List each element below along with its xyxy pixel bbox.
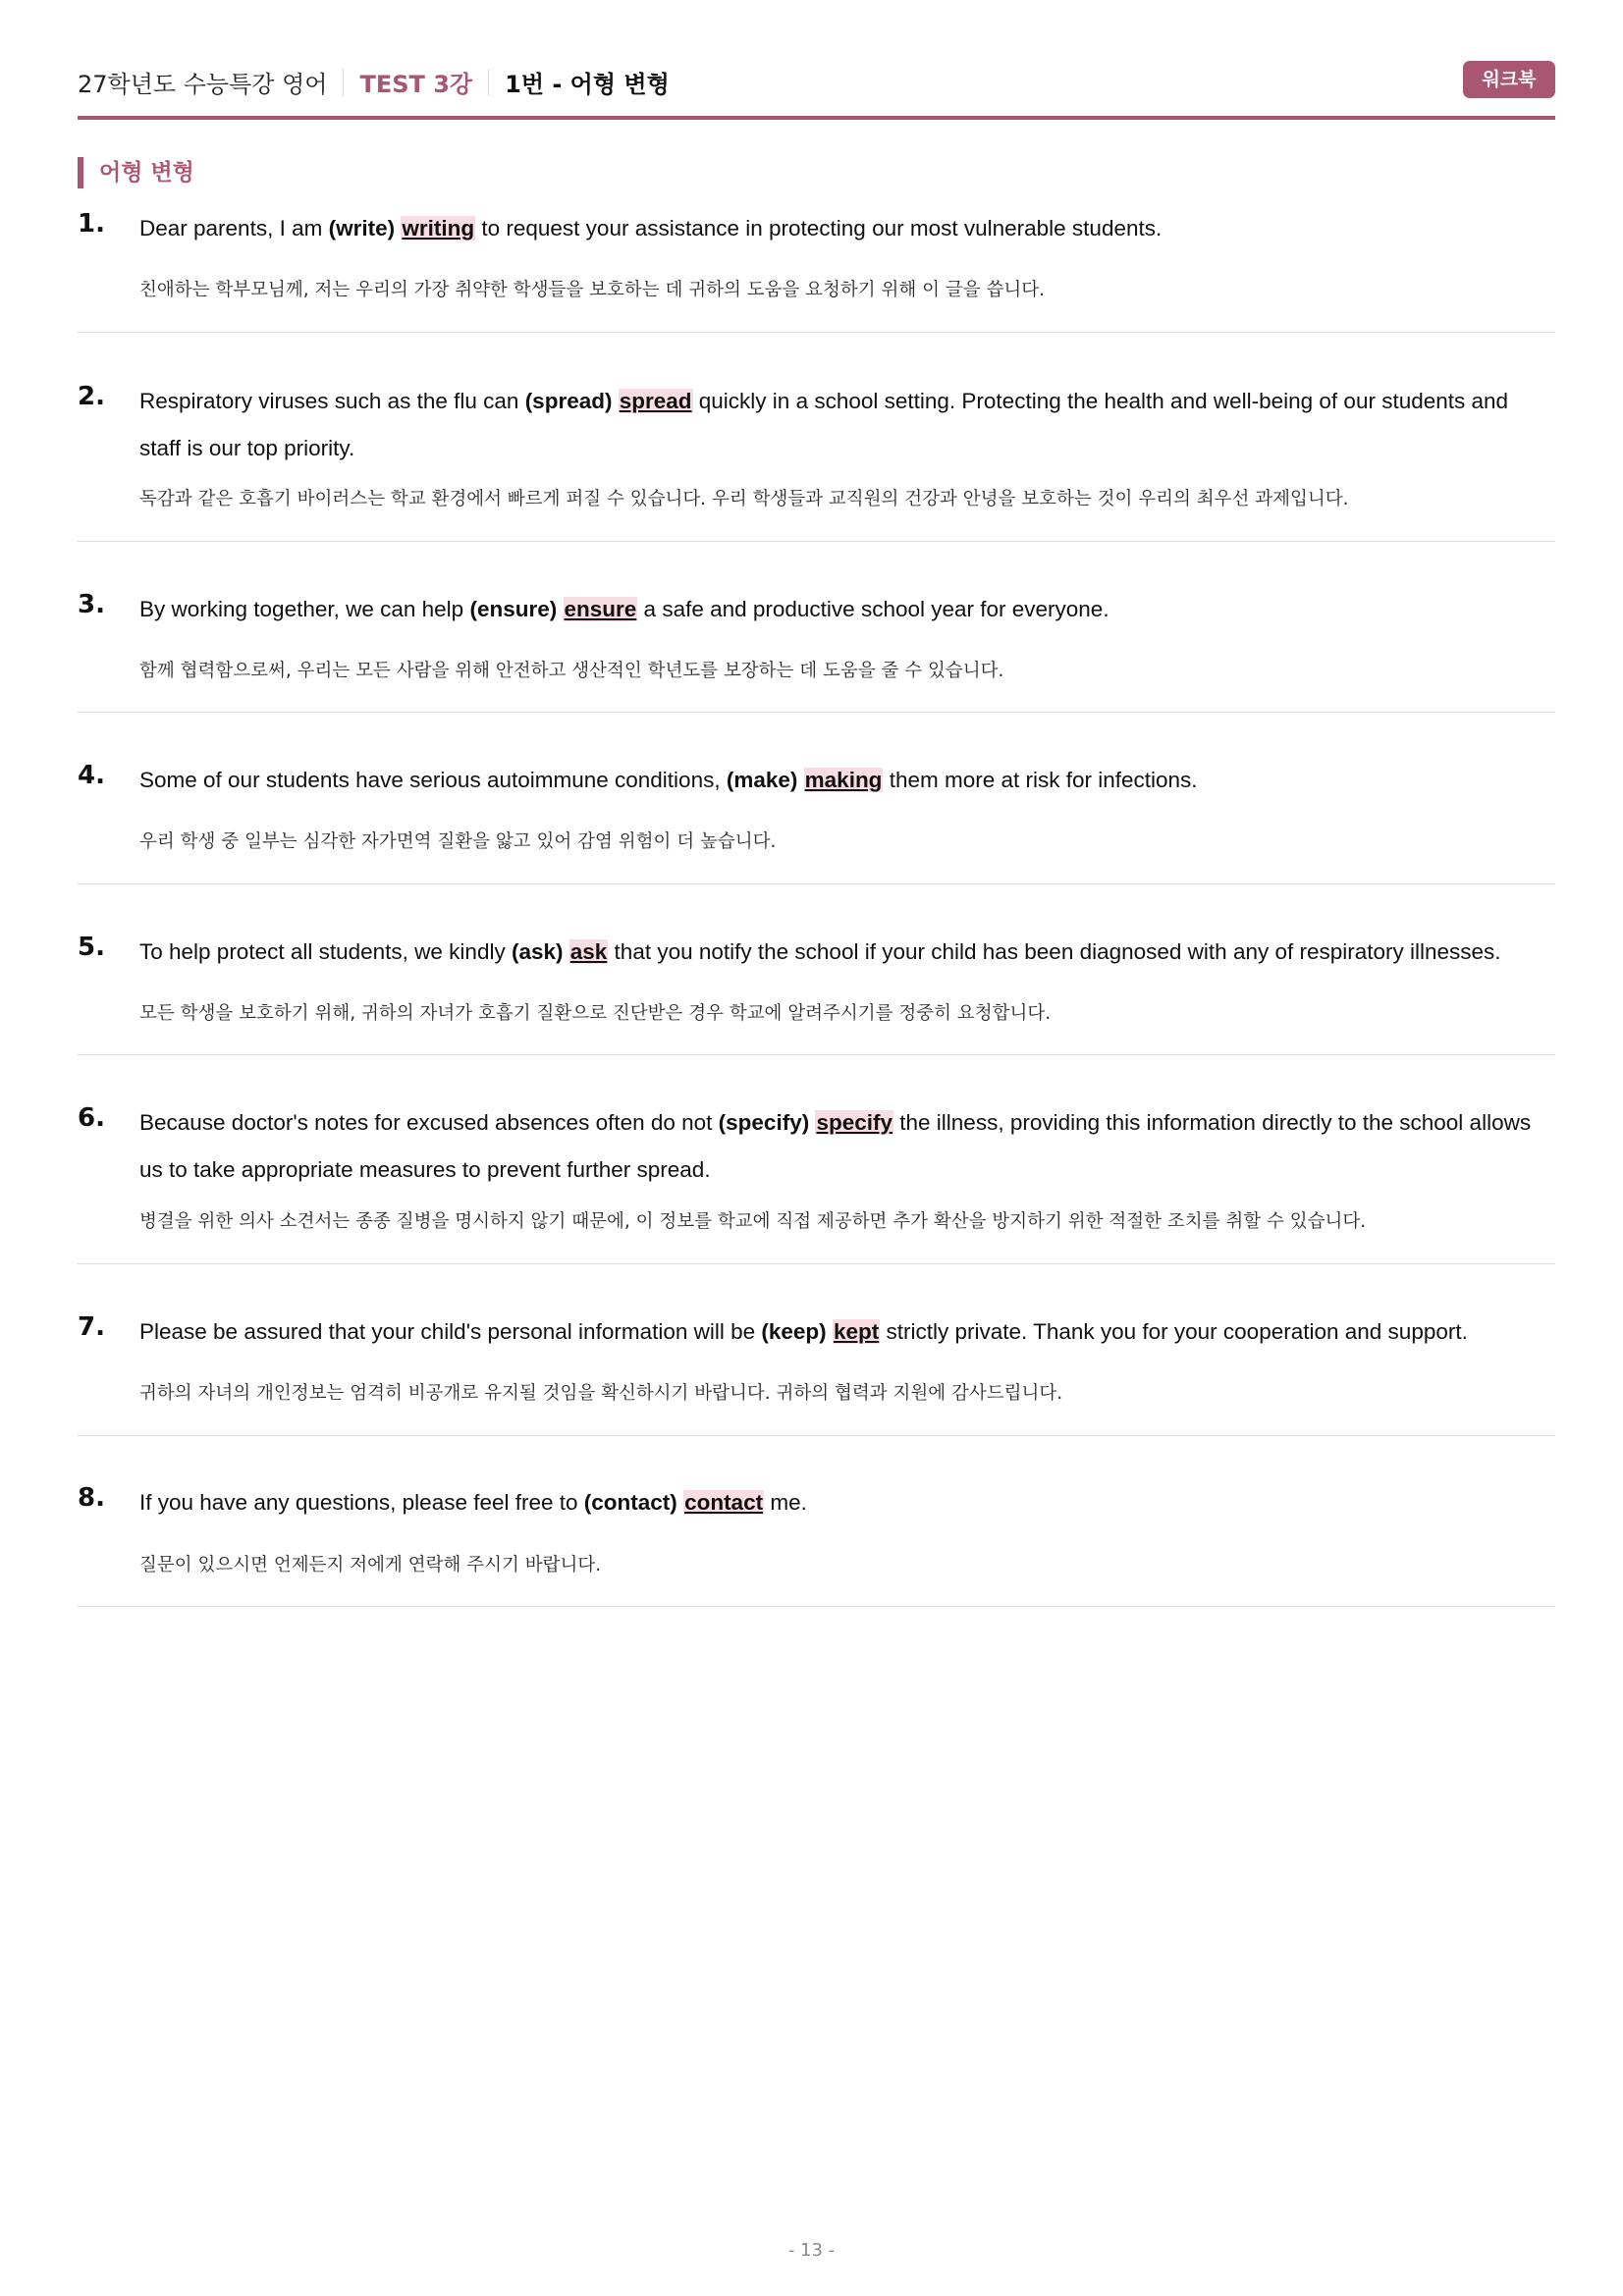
page-header [78,61,1555,112]
item-answer: kept [833,1319,880,1344]
item-translation: 친애하는 학부모님께, 저는 우리의 가장 취약한 학생들을 보호하는 데 귀하의 도움을 요청하기 위해 이 글을 씁니다. [139,280,1046,300]
item-answer: ask [569,939,608,964]
item-answer: specify [816,1110,893,1135]
item-answer: ensure [564,597,637,621]
item-divider [78,332,1555,333]
item-number: 5. [78,933,105,962]
item-divider [78,1054,1555,1055]
divider [488,69,489,96]
item-sentence: By working together, we can help (ensure) ensure a safe and productive school year for everyone. [139,597,1109,621]
item-number: 3. [78,590,105,619]
item-translation: 우리 학생 중 일부는 심각한 자가면역 질환을 앓고 있어 감염 위험이 더 높습니다. [139,831,777,852]
item-hint: (make) [726,768,798,792]
item-sentence: Some of our students have serious autoimmune conditions, (make) making them more at risk for infections. [139,768,1198,792]
item-answer: contact [684,1490,764,1515]
item-sentence: Dear parents, I am (write) writing to request your assistance in protecting our most vulnerable students. [139,216,1163,240]
item-translation: 귀하의 자녀의 개인정보는 엄격히 비공개로 유지될 것임을 확신하시기 바랍니다. 귀하의 협력과 지원에 감사드립니다. [139,1383,1063,1404]
course-name: 27학년도 수능특강 영어 [78,71,328,98]
item-hint: (specify) [718,1110,810,1135]
item-translation: 병결을 위한 의사 소견서는 종종 질병을 명시하지 않기 때문에, 이 정보를 학교에 직접 제공하면 추가 확산을 방지하기 위한 적절한 조치를 취할 수 있습니다. [139,1211,1367,1232]
page-number: - 13 - [787,2240,836,2261]
item-divider [78,883,1555,884]
item-sentence: Please be assured that your child's personal information will be (keep) kept strictly private. Thank you for your cooperation and support. [139,1319,1468,1344]
item-number: 1. [78,209,105,239]
item-number: 8. [78,1483,105,1513]
item-number: 4. [78,761,105,790]
item-divider [78,1606,1555,1607]
item-answer: spread [619,389,692,413]
item-number: 7. [78,1312,105,1342]
item-translation: 함께 협력함으로써, 우리는 모든 사람을 위해 안전하고 생산적인 학년도를 보장하는 데 도움을 줄 수 있습니다. [139,661,1004,681]
item-divider [78,1263,1555,1264]
item-translation: 모든 학생을 보호하기 위해, 귀하의 자녀가 호흡기 질환으로 진단받은 경우 학교에 알려주시기를 정중히 요청합니다. [139,1003,1052,1024]
item-hint: (ensure) [469,597,558,621]
divider [343,69,344,96]
item-hint: (keep) [761,1319,827,1344]
test-label: TEST 3강 [359,71,473,98]
item-hint: (write) [328,216,396,240]
item-hint: (spread) [524,389,613,413]
section-title: 어형 변형 [78,157,194,188]
breadcrumb [78,65,670,99]
item-answer: making [804,768,883,792]
item-answer: writing [402,216,475,240]
item-number: 6. [78,1103,105,1133]
item-divider [78,541,1555,542]
item-number: 2. [78,382,105,411]
item-hint: (ask) [511,939,564,964]
page-title: 1번 - 어형 변형 [505,71,670,98]
item-sentence: Respiratory viruses such as the flu can (spread) spread quickly in a school setting. Protecting the health and well-being of our students and staff is our top priority. [139,389,1509,460]
item-sentence: Because doctor's notes for excused absences often do not (specify) specify the illness, providing this information directly to the school allows us to take appropriate measures to prevent further spread. [139,1110,1532,1182]
item-sentence: If you have any questions, please feel free to (contact) contact me. [139,1490,807,1515]
item-hint: (contact) [583,1490,677,1515]
item-divider [78,1435,1555,1436]
header-rule [78,116,1555,120]
item-translation: 질문이 있으시면 언제든지 저에게 연락해 주시기 바랍니다. [139,1555,602,1575]
workbook-badge: 워크북 [1463,61,1555,98]
item-sentence: To help protect all students, we kindly (ask) ask that you notify the school if your child has been diagnosed with any of respiratory illnesses. [139,939,1501,964]
item-translation: 독감과 같은 호흡기 바이러스는 학교 환경에서 빠르게 퍼질 수 있습니다. 우리 학생들과 교직원의 건강과 안녕을 보호하는 것이 우리의 최우선 과제입니다. [139,489,1349,509]
item-divider [78,712,1555,713]
